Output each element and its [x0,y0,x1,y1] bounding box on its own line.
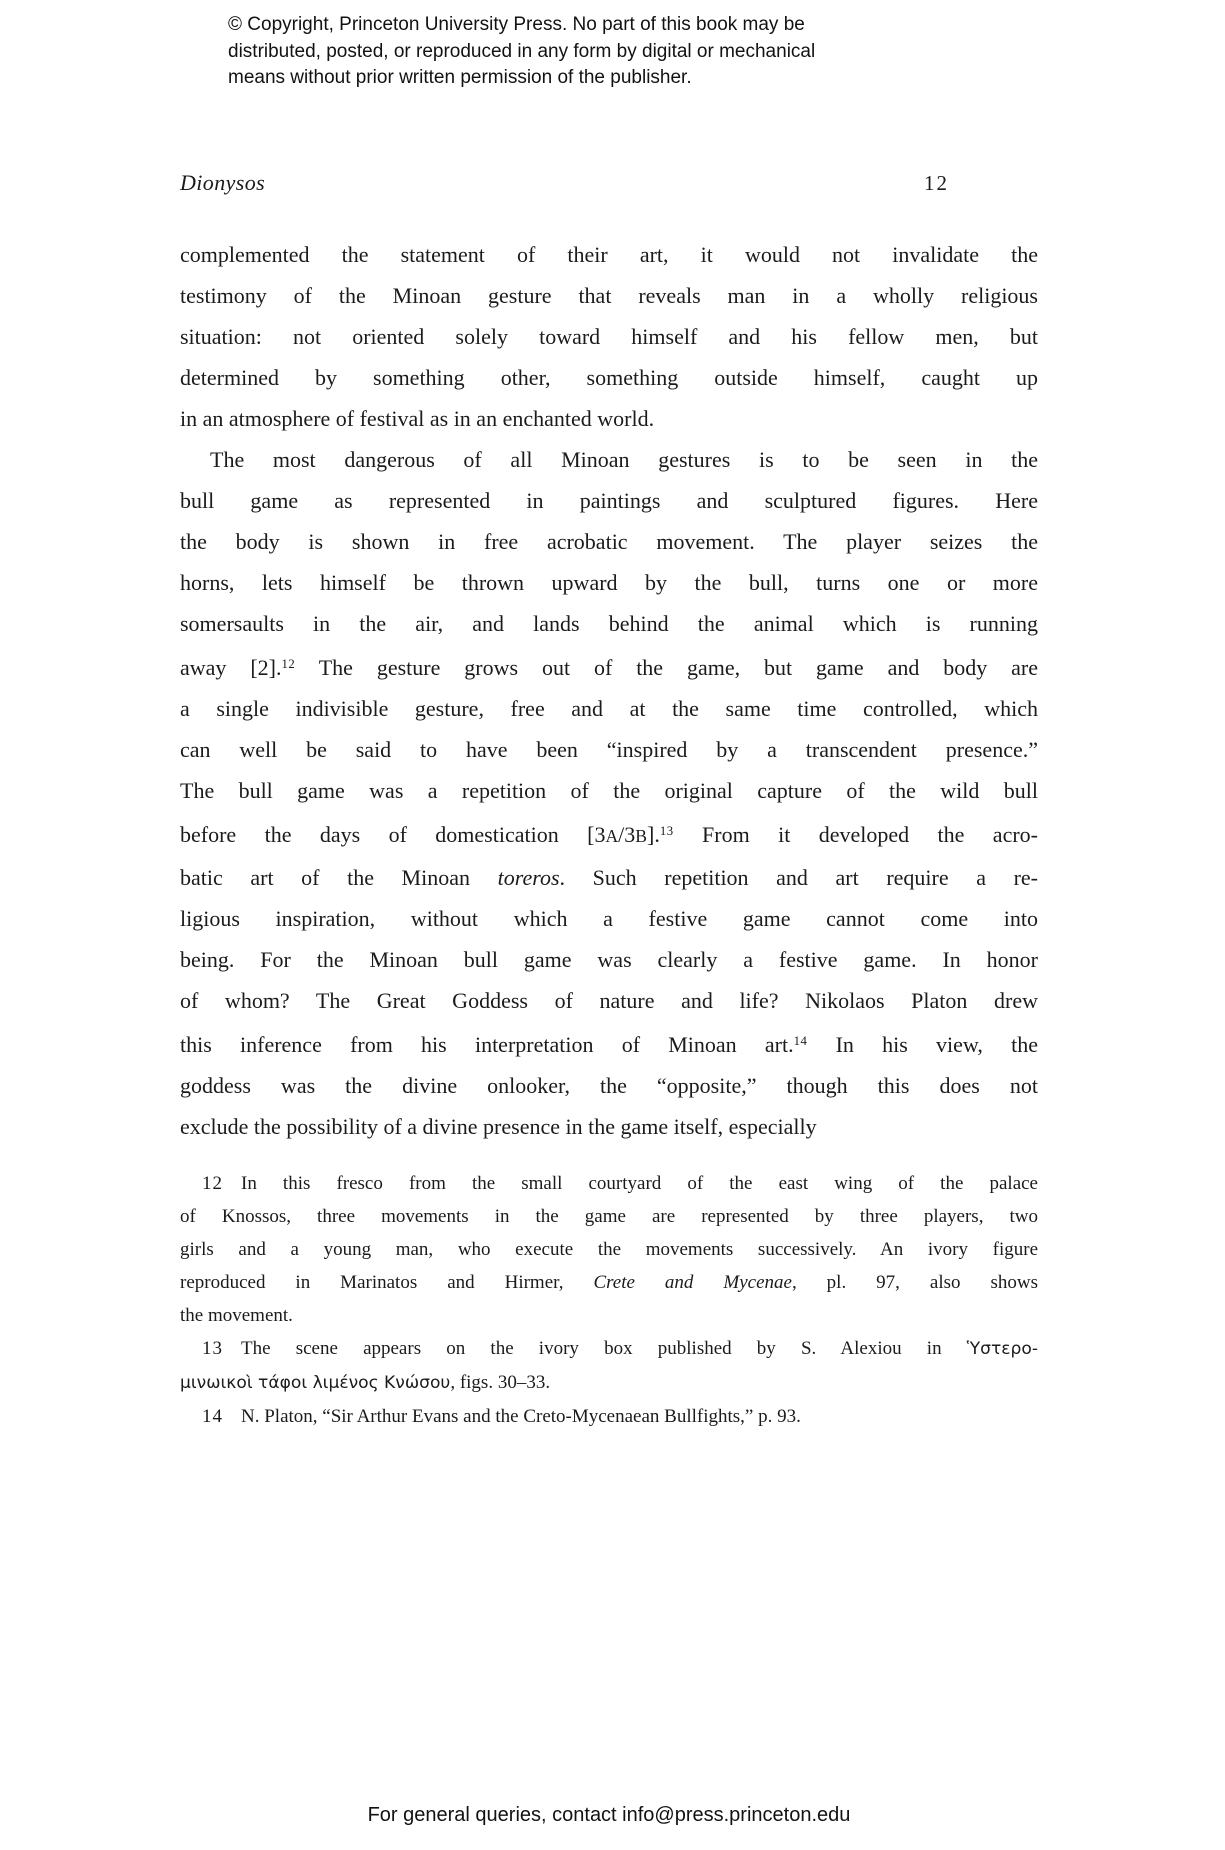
body-line [180,398,1038,439]
footnote-ref-13: 13 [659,824,674,839]
text-segment: determined by something other, something outside himself, caught up [180,365,1038,390]
copyright-line: distributed, posted, or reproduced in any form by digital or mechanical [228,40,816,62]
footnote-line [180,1233,1038,1266]
text-segment: the movement. [180,1305,293,1326]
text-segment: can well be said to have been “inspired by a transcendent presence.” [180,737,1038,763]
footnote-number: 12 [202,1173,223,1194]
footnote-ref-12: 12 [281,657,296,671]
copyright-line: means without prior written permission of the publisher. [228,67,692,88]
text-segment: N. Platon, “Sir Arthur Evans and the Creto-Mycenaean Bullfights,” p. 93. [241,1406,801,1427]
text-segment: The scene appears on the ivory box published by S. Alexiou in [241,1338,967,1359]
text-segment: away [2]. [180,655,282,681]
text-segment: toreros [497,865,560,891]
text-segment: this inference from his interpretation of Minoan art. [180,1032,794,1058]
text-segment: , figs. 30–33. [450,1372,551,1393]
body-line [180,688,1038,729]
text-segment: μινωικοὶ τάφοι λιμένος Κνώσου [180,1373,451,1393]
footnote-12 [180,1167,1038,1332]
body-line [180,644,1038,688]
text-segment: ligious inspiration, without which a festive game cannot come into [180,906,1038,932]
text-segment: Crete and Mycenae [593,1272,792,1293]
text-segment: bull game as represented in paintings and sculptured figures. Here [180,488,1038,513]
body-line [180,316,1038,357]
text-segment: goddess was the divine onlooker, the “opposite,” though this does not [180,1073,1038,1099]
paragraph [180,439,1038,1147]
text-segment: of Knossos, three movements in the game are represented by three players, two [180,1206,1038,1227]
text-segment: somersaults in the air, and lands behind the animal which is running [180,611,1038,636]
text-segment: horns, lets himself be thrown upward by the bull, turns one or more [180,570,1038,595]
text-segment: In his view, the [807,1032,1038,1058]
text-segment: batic art of the Minoan [180,865,498,891]
footnote-14 [180,1400,1038,1433]
body-line [180,1106,1038,1147]
text-segment: , pl. 97, also shows [791,1272,1038,1293]
body-line [180,857,1038,898]
text-segment: the body is shown in free acrobatic movement. The player seizes the [180,529,1038,554]
footnote-number: 13 [202,1338,223,1359]
body-line [180,939,1038,980]
body-line [180,1065,1038,1106]
footnote-line [180,1299,1038,1332]
text-segment: B [635,826,648,847]
text-segment: /3 [618,822,636,848]
body-line [180,898,1038,939]
footnote-line [180,1200,1038,1233]
body-line [180,770,1038,811]
text-segment: In this fresco from the small courtyard of the east wing of the palace [241,1173,1038,1194]
text-segment: ]. [647,822,660,848]
text-segment: a single indivisible gesture, free and at the same time controlled, which [180,696,1038,722]
page-footer [180,1804,1038,1827]
body-line [180,439,1038,480]
footnote-line [180,1400,1038,1433]
text-segment: girls and a young man, who execute the movements successively. An ivory figure [180,1239,1038,1260]
text-segment: From it developed the acro- [673,822,1038,848]
text-segment: exclude the possibility of a divine presence in the game itself, especially [180,1114,817,1140]
body-line [180,1021,1038,1065]
text-segment: being. For the Minoan bull game was clearly a festive game. In honor [180,947,1038,973]
text-segment: . Such repetition and art require a re- [559,865,1038,891]
text-segment: before the days of domestication [3 [180,822,606,848]
text-segment: The gesture grows out of the game, but game and body are [295,655,1038,681]
body-line [180,729,1038,770]
text-segment: The most dangerous of all Minoan gestures is to be seen in the [210,447,1038,472]
body-line [180,603,1038,644]
footnote-line [180,1167,1038,1200]
text-segment: reproduced in Marinatos and Hirmer, [180,1272,594,1293]
body-line [180,980,1038,1021]
footnotes [180,1167,1038,1433]
text-segment: situation: not oriented solely toward himself and his fellow men, but [180,324,1038,349]
body-line [180,521,1038,562]
footnote-line [180,1366,1038,1400]
contact-line: For general queries, contact info@press.princeton.edu [367,1804,851,1826]
footnote-13 [180,1332,1038,1400]
running-title: Dionysos [180,170,266,195]
running-header [180,170,1038,204]
page-number: 12 [924,171,949,195]
copyright-notice [228,12,948,92]
body-line [180,811,1038,857]
footnote-number: 14 [202,1406,223,1427]
text-segment: in an atmosphere of festival as in an enchanted world. [180,406,655,431]
body-line [180,234,1038,275]
copyright-line: © Copyright, Princeton University Press. No part of this book may be [228,14,805,35]
body-line [180,562,1038,603]
text-segment: The bull game was a repetition of the original capture of the wild bull [180,778,1038,804]
body-line [180,480,1038,521]
body-text [180,234,1038,1147]
text-segment: A [605,826,619,847]
footnote-ref-14: 14 [793,1034,808,1049]
text-segment: complemented the statement of their art, it would not invalidate the [180,242,1038,267]
footnote-line [180,1332,1038,1366]
text-segment: of whom? The Great Goddess of nature and life? Nikolaos Platon drew [180,988,1038,1014]
body-line [180,357,1038,398]
body-line [180,275,1038,316]
paragraph [180,234,1038,439]
text-segment: testimony of the Minoan gesture that reveals man in a wholly religious [180,283,1038,308]
text-segment: Ὑστερο- [966,1339,1038,1359]
footnote-line [180,1266,1038,1299]
